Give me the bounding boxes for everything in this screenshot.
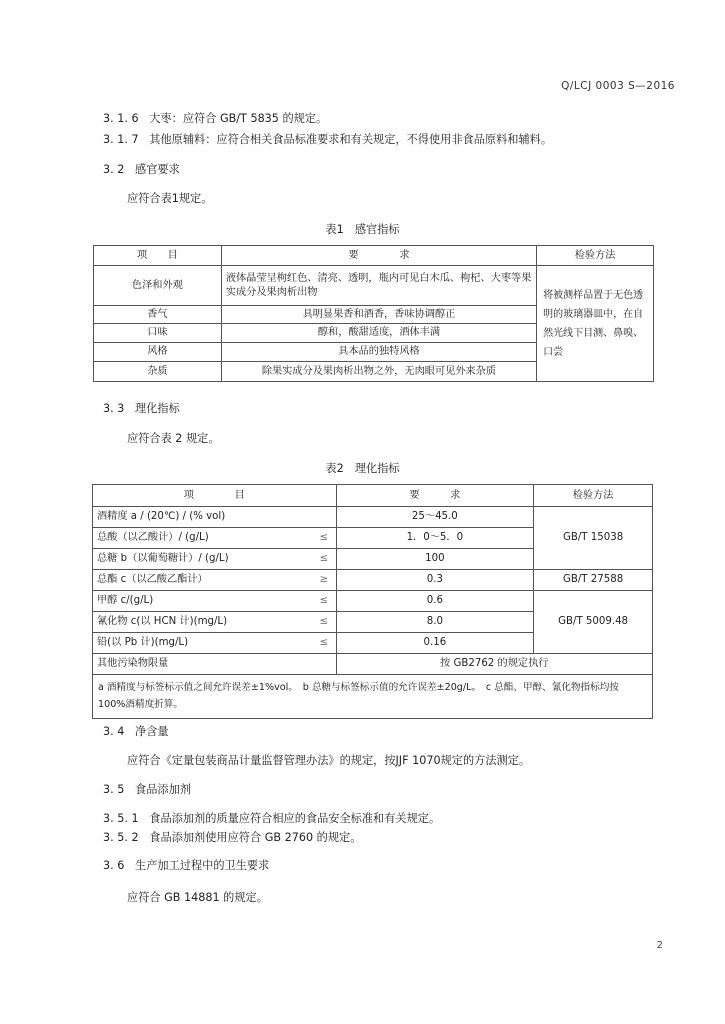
table-note-row: [93, 675, 653, 719]
column-header: 检验方法: [534, 485, 653, 507]
table-cell-requirement: 醇和，酸甜适度，酒体丰满: [221, 324, 536, 343]
table-cell-requirement: 除果实成分及果肉析出物之外，无肉眼可见外来杂质: [221, 362, 536, 382]
column-header: 检验方法: [537, 246, 654, 266]
table-cell-item: 色泽和外观: [94, 266, 222, 306]
clause-3-5-1: [103, 810, 440, 826]
clause-3-1-6: [103, 110, 327, 126]
table-cell-item: 杂质: [94, 362, 222, 382]
clause-3-1-7: [103, 131, 552, 147]
table-header-row: [93, 485, 653, 507]
section-number: 3. 6: [103, 859, 125, 872]
table-cell-item: 甲醇 c/(g/L): [93, 591, 313, 612]
table-cell-symbol: ≥: [312, 570, 336, 591]
table-row: [93, 591, 653, 612]
table-cell-method: 将被测样品置于无色透明的玻璃器皿中，在自然光线下目测、鼻嗅、口尝: [537, 266, 654, 382]
section-3-4-text: 应符合《定量包装商品计量监督管理办法》的规定，按JJF 1070规定的方法测定。: [127, 754, 531, 767]
section-3-6-heading: [103, 857, 269, 873]
clause-number: 3. 1. 6: [103, 112, 139, 125]
clause-number: 3. 5. 1: [103, 812, 139, 825]
table-cell-item: 铅(以 Pb 计)(mg/L): [93, 633, 313, 654]
table-cell-method: GB/T 5009.48: [534, 591, 653, 654]
table-row: [93, 654, 653, 675]
sensory-table: [93, 245, 654, 382]
table-cell-symbol: ≤: [312, 591, 336, 612]
table-cell-requirement: 0.3: [336, 570, 534, 591]
page-number: 2: [656, 940, 663, 951]
table-cell-requirement: 1．0～5．0: [336, 528, 534, 549]
table-cell-symbol: [312, 507, 336, 528]
column-header: 要 求: [336, 485, 534, 507]
section-number: 3. 4: [103, 725, 125, 738]
clause-3-5-2: [103, 829, 361, 845]
section-title: 感官要求: [135, 163, 180, 176]
table-cell-requirement: 液体晶莹呈枸红色、清亮、透明，瓶内可见白木瓜、枸杞、大枣等果实成分及果肉析出物: [221, 266, 536, 306]
table-cell-symbol: ≤: [312, 528, 336, 549]
table-cell-item: 口味: [94, 324, 222, 343]
section-title: 生产加工过程中的卫生要求: [135, 859, 270, 872]
table-cell-symbol: ≤: [312, 633, 336, 654]
table-cell-requirement: 具本品的独特风格: [221, 343, 536, 362]
table-cell-item: 风格: [94, 343, 222, 362]
table-cell-method: GB/T 27588: [534, 570, 653, 591]
table-cell-requirement: 按 GB2762 的规定执行: [336, 654, 652, 675]
table-cell-item: 氰化物 c(以 HCN 计)(mg/L): [93, 612, 313, 633]
clause-text: 食品添加剂的质量应符合相应的食品安全标准和有关规定。: [149, 812, 441, 825]
clause-text: 其他原辅料：应符合相关食品标准要求和有关规定，不得使用非食品原料和辅料。: [149, 133, 553, 146]
table-cell-item: 总糖 b（以葡萄糖计）/ (g/L): [93, 549, 313, 570]
section-title: 理化指标: [135, 402, 180, 415]
section-3-4-heading: [103, 723, 169, 739]
standard-code: Q/LCJ 0003 S—2016: [561, 80, 675, 92]
table-cell-item: 酒精度 a / (20℃) / (% vol): [93, 507, 313, 528]
table-cell-requirement: 100: [336, 549, 534, 570]
clause-text: 大枣：应符合 GB/T 5835 的规定。: [149, 112, 328, 125]
table2-caption: 表2 理化指标: [325, 462, 400, 475]
section-3-2-heading: [103, 161, 180, 177]
clause-number: 3. 5. 2: [103, 831, 139, 844]
section-3-3-text: 应符合表 2 规定。: [127, 432, 220, 445]
table-footnote: a 酒精度与标签标示值之间允许误差±1%vol。 b 总糖与标签标示值的允许误差±20g/L。 c 总酯、甲醇、氰化物指标均按 100%酒精度折算。: [93, 675, 653, 719]
section-3-5-heading: [103, 781, 191, 797]
column-header: 项 目: [93, 485, 337, 507]
table-row: [94, 266, 654, 306]
section-number: 3. 2: [103, 163, 125, 176]
physicochemical-table: [92, 484, 653, 719]
column-header: 要 求: [221, 246, 536, 266]
table-cell-requirement: 0.6: [336, 591, 534, 612]
table-row: [93, 507, 653, 528]
section-3-2-text: 应符合表1规定。: [127, 192, 213, 205]
table-cell-requirement: 具明显果香和酒香，香味协调醇正: [221, 306, 536, 324]
table-cell-item: 总酸（以乙酸计）/ (g/L): [93, 528, 313, 549]
column-header: 项 目: [94, 246, 222, 266]
table-cell-item: 香气: [94, 306, 222, 324]
section-title: 净含量: [135, 725, 169, 738]
table-cell-item: 总酯 c（以乙酸乙酯计）: [93, 570, 313, 591]
section-3-6-text: 应符合 GB 14881 的规定。: [127, 891, 268, 904]
table-cell-symbol: ≤: [312, 549, 336, 570]
section-title: 食品添加剂: [135, 783, 191, 796]
table-header-row: [94, 246, 654, 266]
table-cell-requirement: 8.0: [336, 612, 534, 633]
table1-caption: 表1 感官指标: [325, 223, 400, 236]
table-cell-item: 其他污染物限量: [93, 654, 337, 675]
table-cell-symbol: ≤: [312, 612, 336, 633]
section-3-3-heading: [103, 400, 180, 416]
section-number: 3. 5: [103, 783, 125, 796]
table-row: [93, 570, 653, 591]
table-cell-requirement: 0.16: [336, 633, 534, 654]
table-cell-requirement: 25～45.0: [336, 507, 534, 528]
table-cell-method: GB/T 15038: [534, 507, 653, 570]
clause-number: 3. 1. 7: [103, 133, 139, 146]
clause-text: 食品添加剂使用应符合 GB 2760 的规定。: [149, 831, 362, 844]
section-number: 3. 3: [103, 402, 125, 415]
